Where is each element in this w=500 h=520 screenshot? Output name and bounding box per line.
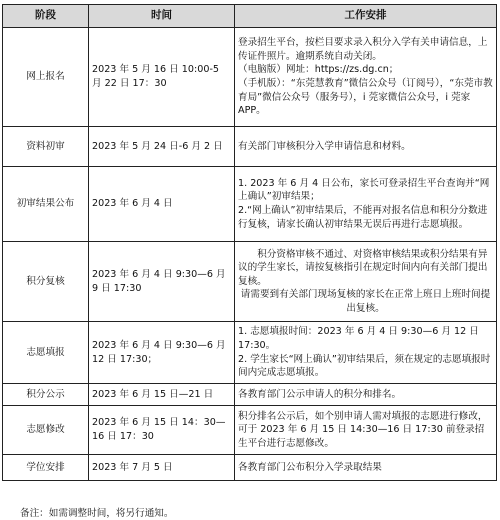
work-line: 1. 志愿填报时间：2023 年 6 月 4 日 9:30—6 月 12 日 17:30。	[238, 326, 479, 351]
table-row	[3, 406, 497, 455]
stage-cell: 初审结果公布	[3, 167, 89, 242]
time-cell: 2023 年 6 月 4 日	[89, 167, 235, 242]
work-line: 积分资格审核不通过、对资格审核结果或积分结果有异议的学生家长，请按复核指引在规定时间内向有关部门提出复核。	[238, 248, 488, 287]
table-row	[3, 455, 497, 481]
work-line: 2. 学生家长“网上确认”初审结果后，须在规定的志愿填报时间内完成志愿填报。	[238, 353, 491, 379]
work-line: 积分排名公示后，如个别申请人需对填报的志愿进行修改，可于 2023 年 6 月 15 日 14:30—16 日 17:30 前登录招生平台进行志愿修改。	[238, 410, 488, 449]
stage-cell: 积分公示	[3, 384, 89, 406]
time-cell: 2023 年 7 月 5 日	[89, 455, 235, 481]
work-cell	[235, 242, 497, 322]
work-cell	[235, 455, 497, 481]
header-time: 时间	[89, 5, 235, 28]
work-line: （手机版）：“东莞慧教育”微信公众号（订阅号），“东莞市教育局”微信公众号（服务号），i 莞家微信公众号，i 莞家 APP。	[238, 78, 493, 117]
time-cell: 2023 年 6 月 15 日—21 日	[89, 384, 235, 406]
stage-cell: 积分复核	[3, 242, 89, 322]
table-row	[3, 322, 497, 384]
work-line: 2.“网上确认”初审结果后，不能再对报名信息和积分分数进行复核，请家长确认初审结果无误后再进行志愿填报。	[238, 205, 488, 230]
schedule-table	[2, 4, 497, 481]
time-cell: 2023 年 6 月 15 日 14：30—16 日 17：30	[89, 406, 235, 455]
work-cell	[235, 28, 497, 127]
work-line: 请需要到有关部门现场复核的家长在正常上班日上班时间提出复核。	[240, 289, 491, 314]
table-row	[3, 127, 497, 167]
header-work: 工作安排	[235, 5, 497, 28]
stage-cell: 学位安排	[3, 455, 89, 481]
footnote: 备注：如需调整时间，将另行通知。	[20, 508, 174, 519]
work-cell	[235, 167, 497, 242]
work-line: 有关部门审核积分入学申请信息和材料。	[238, 140, 411, 152]
work-line: 各教育部门公示申请人的积分和排名。	[238, 388, 402, 400]
header-row	[3, 5, 497, 28]
stage-cell: 志愿修改	[3, 406, 89, 455]
stage-cell: 网上报名	[3, 28, 89, 127]
time-cell: 2023 年 5 月 24 日-6 月 2 日	[89, 127, 235, 167]
work-line: 各教育部门公布积分入学录取结果	[238, 461, 382, 473]
table-row	[3, 384, 497, 406]
time-cell: 2023 年 6 月 4 日 9:30—6 月 9 日 17:30	[89, 242, 235, 322]
work-cell	[235, 384, 497, 406]
work-cell	[235, 406, 497, 455]
time-cell: 2023 年 5 月 16 日 10:00-5 月 22 日 17：30	[89, 28, 235, 127]
table-row	[3, 167, 497, 242]
header-stage: 阶段	[3, 5, 89, 28]
table-row	[3, 28, 497, 127]
work-line: 1. 2023 年 6 月 4 日公布，家长可登录招生平台查询并“网上确认”初审结果；	[238, 177, 490, 203]
table-row	[3, 242, 497, 322]
work-cell	[235, 322, 497, 384]
work-line: （电脑版）网址：https://zs.dg.cn；	[238, 64, 399, 76]
stage-cell: 志愿填报	[3, 322, 89, 384]
work-line: 登录招生平台，按栏目要求录入积分入学有关申请信息，上传证件照片。逾期系统自动关闭。	[238, 37, 488, 62]
work-cell	[235, 127, 497, 167]
stage-cell: 资料初审	[3, 127, 89, 167]
time-cell: 2023 年 6 月 4 日 9:30—6 月 12 日 17:30；	[89, 322, 235, 384]
